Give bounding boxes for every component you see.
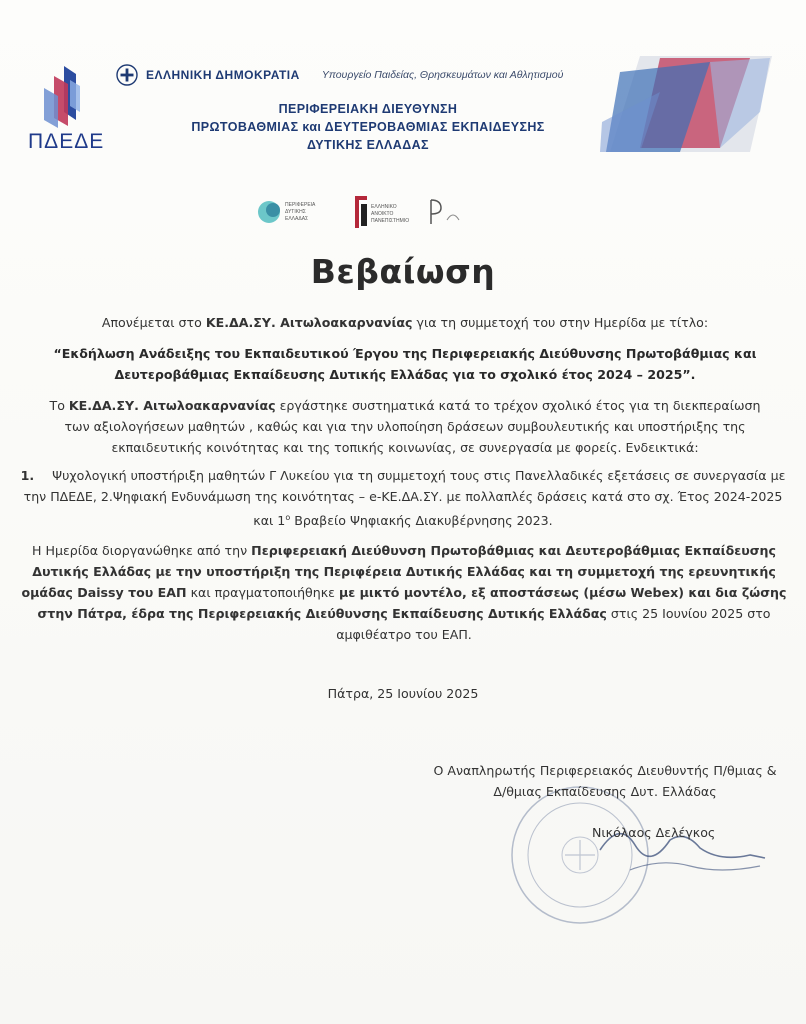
pdede-logo-mark [24,62,104,132]
partner-logos [255,190,495,234]
paragraph-text: Το [49,398,65,413]
signer-role-line: Δ/θμιας Εκπαίδευσης Δυτ. Ελλάδας [493,784,717,799]
eap-logo-line: ΠΑΝΕΠΙΣΤΗΜΙΟ [371,218,410,224]
paragraph-text: στις 25 Ιουνίου 2025 στο αμφιθέατρο του ΕΑΠ. [336,606,771,642]
region-logo [258,201,316,223]
list-item [18,465,788,531]
list-number: 1. [20,468,35,483]
organizer-paragraph [14,540,794,645]
directorate-line: ΠΡΩΤΟΒΑΘΜΙΑΣ και ΔΕΥΤΕΡΟΒΑΘΜΙΑΣ ΕΚΠΑΙΔΕΥΣΗΣ [191,120,545,134]
intro-text: για τη συμμετοχή του στην Ημερίδα με τίτλο: [416,315,709,330]
paragraph-text: Η Ημερίδα διοργανώθηκε από την [32,543,248,558]
list-text-tail: Βραβείο Ψηφιακής Διακυβέρνησης 2023. [290,513,553,529]
state-title: ΕΛΛΗΝΙΚΗ ΔΗΜΟΚΡΑΤΙΑ [146,68,300,82]
handwritten-signature [590,800,770,890]
signer-role-line: Ο Αναπληρωτής Περιφερειακός Διευθυντής Π/θμιας & [433,763,777,778]
intro-line [40,312,770,333]
list-superscript: ο [285,513,291,522]
directorate-line: ΠΕΡΙΦΕΡΕΙΑΚΗ ΔΙΕΥΘΥΝΣΗ [278,102,458,116]
pdede-logo-text: ΠΔΕΔΕ [28,130,105,153]
place-date: Πάτρα, 25 Ιουνίου 2025 [327,686,479,701]
paragraph-bold: Περιφερειακή Διεύθυνση Πρωτοβάθμιας και Δευτεροβάθμιας Εκπαίδευσης Δυτικής Ελλάδας με την υποστήριξη της Περιφέρεια Δυτικής Ελλάδας και τη συμμετοχή της ερευνητικής ομάδας Daissy του ΕΑΠ [21,543,776,600]
paragraph-bold: με μικτό μοντέλο, εξ αποστάσεως (μέσω Webex) και δια ζώσης στην Πάτρα, έδρα της Περιφερειακής Διεύθυνσης Εκπαίδευσης Δυτικής Ελλάδας [37,585,787,621]
directorate-line: ΔΥΤΙΚΗΣ ΕΛΛΑΔΑΣ [307,138,429,152]
eap-logo-line: ΕΛΛΗΝΙΚΟ [371,204,397,210]
daissy-logo [431,200,459,224]
region-logo-line: ΠΕΡΙΦΕΡΕΙΑ [285,202,316,208]
eap-logo-line: ΑΝΟΙΚΤΟ [371,211,394,217]
organization-name: ΚΕ.ΔΑ.ΣΥ. Αιτωλοακαρνανίας [205,315,413,330]
pdede-logo [24,62,104,157]
intro-text: Απονέμεται στο [101,315,202,330]
signer-name: Νικόλαος Δελέγκος [592,825,716,840]
list-text: Ψυχολογική υποστήριξη μαθητών Γ Λυκείου για τη συμμετοχή τους στις Πανελλαδικές εξετάσεις σε συνεργασία με την ΠΔΕΔΕ, 2.Ψηφιακή Ενδυνάμωση της κοινότητας – e-ΚΕ.ΔΑ.ΣΥ. με πολλαπλές δράσεις κατά στο σχ. Έτος 2024-2025 και 1 [23,468,786,529]
corner-decoration [600,52,772,156]
directorate-block [150,100,586,154]
document-title: Βεβαίωση [310,252,496,291]
paragraph-text: και πραγματοποιήθηκε [190,585,335,600]
region-logo-line: ΕΛΛΑΔΑΣ [285,216,309,222]
ministry-name: Υπουργείο Παιδείας, Θρησκευμάτων και Αθλητισμού [321,69,564,81]
signer-role [410,760,800,802]
event-title: “Εκδήλωση Ανάδειξης του Εκπαιδευτικού Έργου της Περιφερειακής Διεύθυνσης Πρωτοβάθμιας και Δευτεροβάθμιας Εκπαίδευσης Δυτικής Ελλάδας για το σχολικό έτος 2024 – 2025”. [53,346,757,382]
organization-name: ΚΕ.ΔΑ.ΣΥ. Αιτωλοακαρνανίας [68,398,276,413]
activity-paragraph [40,395,770,458]
eap-logo [355,196,409,228]
state-header [116,63,563,87]
greek-emblem-icon [116,64,138,86]
paragraph-text: εργάστηκε συστηματικά κατά το τρέχον σχολικό έτος για τη διεκπεραίωση των αξιολογήσεων μαθητών , καθώς και για την υλοποίηση δράσεων συμβουλευτικής και υποστήριξης της εκπαιδευτικής κοινότητας και της τοπικής κοινωνίας, σε συνεργασία με φορείς. Ενδεικτικά: [64,398,761,455]
region-logo-line: ΔΥΤΙΚΗΣ [285,209,306,215]
